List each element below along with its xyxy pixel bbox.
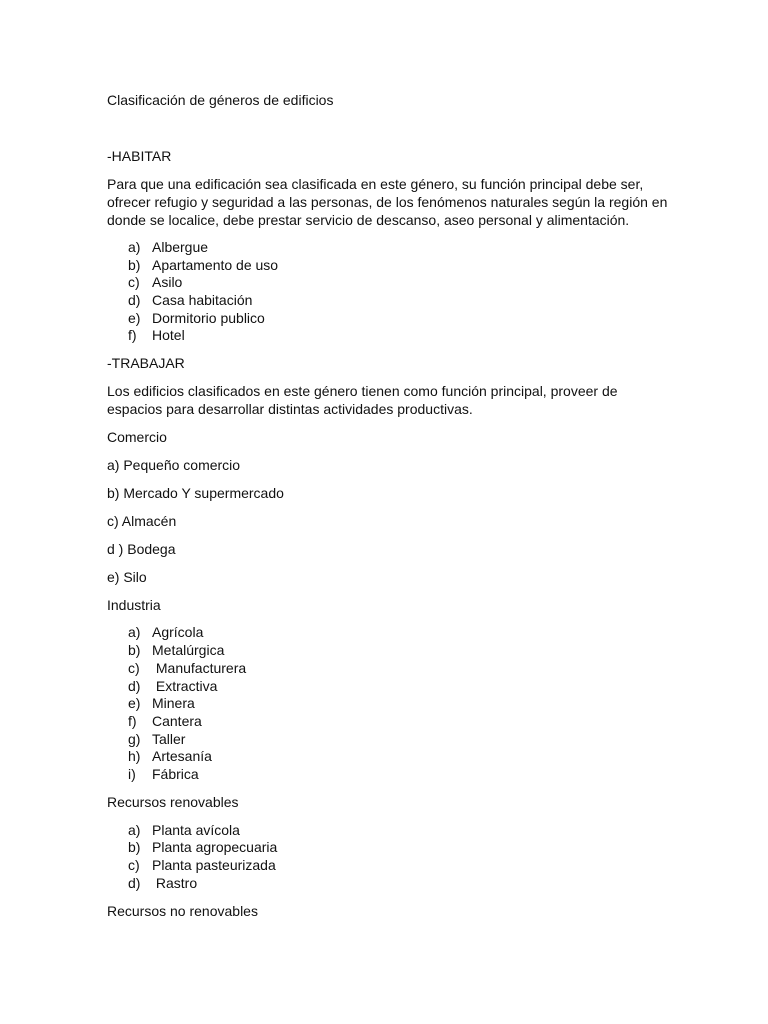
comercio-line: b) Mercado Y supermercado [107, 485, 284, 501]
list-item-text: Dormitorio publico [152, 310, 265, 326]
list-item [128, 694, 195, 712]
list-item-text: Planta agropecuaria [152, 839, 278, 855]
list-item-text: Albergue [152, 239, 209, 255]
list-item [128, 838, 277, 856]
document-title: Clasificación de géneros de edificios [107, 92, 334, 108]
section-heading-habitar: -HABITAR [107, 148, 172, 164]
subsection-heading-comercio: Comercio [107, 429, 167, 445]
list-item [128, 309, 265, 327]
list-item [128, 238, 208, 256]
list-marker: d) [128, 292, 141, 308]
list-item-text: Casa habitación [152, 292, 253, 308]
list-marker: g) [128, 731, 141, 747]
subsection-heading-recursos-no-renovables: Recursos no renovables [107, 903, 258, 919]
list-marker: c) [128, 660, 140, 676]
comercio-line: c) Almacén [107, 513, 177, 529]
list-marker: b) [128, 839, 141, 855]
list-marker: h) [128, 748, 141, 764]
list-item [128, 326, 185, 344]
list-marker: f) [128, 713, 137, 729]
subsection-heading-industria: Industria [107, 597, 161, 613]
list-item-text: Artesanía [152, 748, 212, 764]
list-item-text: Agrícola [152, 624, 204, 640]
list-marker: d) [128, 678, 141, 694]
comercio-line: a) Pequeño comercio [107, 457, 241, 473]
list-item [128, 747, 212, 765]
list-item-text: Extractiva [152, 678, 218, 694]
section-heading-trabajar: -TRABAJAR [107, 355, 185, 371]
list-marker: f) [128, 327, 137, 343]
paragraph-line: Los edificios clasificados en este género tienen como función principal, proveer de [107, 383, 618, 399]
list-item [128, 765, 199, 783]
list-item [128, 677, 217, 695]
list-marker: e) [128, 310, 141, 326]
list-item [128, 730, 185, 748]
list-item-text: Taller [152, 731, 186, 747]
list-marker: a) [128, 822, 141, 838]
list-item [128, 874, 197, 892]
subsection-heading-recursos-renovables: Recursos renovables [107, 794, 239, 810]
list-item-text: Minera [152, 695, 195, 711]
paragraph-line: Para que una edificación sea clasificada en este género, su función principal debe ser, [107, 176, 644, 192]
list-item [128, 821, 240, 839]
list-item [128, 256, 278, 274]
paragraph-line: ofrecer refugio y seguridad a las personas, de los fenómenos naturales según la región en [107, 194, 668, 210]
list-item-text: Manufacturera [152, 660, 247, 676]
list-item-text: Planta pasteurizada [152, 857, 276, 873]
list-marker: i) [128, 766, 136, 782]
list-marker: b) [128, 257, 141, 273]
list-item [128, 273, 182, 291]
list-item-text: Apartamento de uso [152, 257, 279, 273]
list-item [128, 641, 224, 659]
list-item [128, 291, 252, 309]
list-marker: e) [128, 695, 141, 711]
list-marker: a) [128, 624, 141, 640]
list-marker: c) [128, 274, 140, 290]
list-item [128, 623, 203, 641]
list-item [128, 659, 246, 677]
list-marker: b) [128, 642, 141, 658]
list-item-text: Metalúrgica [152, 642, 225, 658]
list-marker: d) [128, 875, 141, 891]
paragraph-line: espacios para desarrollar distintas actividades productivas. [107, 401, 473, 417]
paragraph-line: donde se localice, debe prestar servicio de descanso, aseo personal y alimentación. [107, 212, 630, 228]
comercio-line: d ) Bodega [107, 541, 176, 557]
list-item-text: Asilo [152, 274, 183, 290]
list-marker: a) [128, 239, 141, 255]
list-item-text: Planta avícola [152, 822, 240, 838]
list-item-text: Fábrica [152, 766, 199, 782]
list-item [128, 856, 276, 874]
list-item [128, 712, 202, 730]
list-item-text: Cantera [152, 713, 202, 729]
list-item-text: Hotel [152, 327, 185, 343]
comercio-line: e) Silo [107, 569, 147, 585]
list-marker: c) [128, 857, 140, 873]
list-item-text: Rastro [152, 875, 198, 891]
